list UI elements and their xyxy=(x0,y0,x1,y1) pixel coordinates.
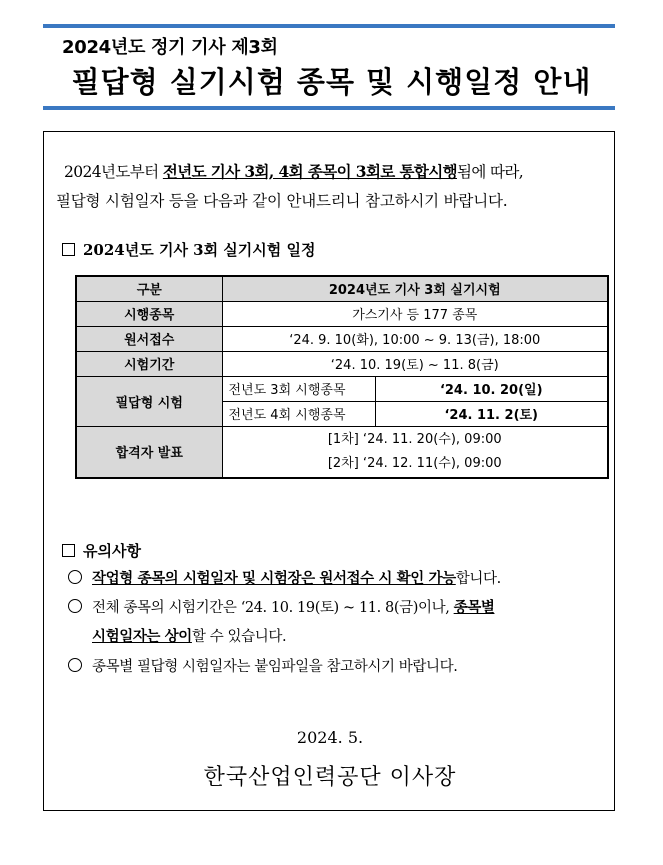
written-exam-sub2-label: 전년도 4회 시행종목 xyxy=(222,401,375,426)
schedule-table xyxy=(75,275,609,479)
table-header-category: 구분 xyxy=(76,276,222,301)
row-value-application: ‘24. 9. 10(화), 10:00 ~ 9. 13(금), 18:00 xyxy=(222,326,608,351)
row-label-written-exam: 필답형 시험 xyxy=(76,376,222,426)
row-value-result xyxy=(222,426,608,478)
row-label-items: 시행종목 xyxy=(76,301,222,326)
intro-text: 2024년도부터 xyxy=(64,163,163,181)
table-row xyxy=(76,301,608,326)
written-exam-sub1-date: ‘24. 10. 20(일) xyxy=(375,376,608,401)
notice-box xyxy=(43,131,615,811)
table-row xyxy=(76,351,608,376)
note-2-emphasis-2: 시험일자는 상이 xyxy=(92,628,192,645)
issuer-signature: 한국산업인력공단 이사장 xyxy=(203,765,457,790)
table-header-row xyxy=(76,276,608,301)
note-2 xyxy=(68,596,494,617)
circle-bullet-icon xyxy=(68,599,82,613)
section-notes-title: 유의사항 xyxy=(83,542,141,560)
note-2-emphasis: 종목별 xyxy=(453,599,495,616)
note-2-continued xyxy=(92,625,286,646)
note-3-text: 종목별 필답형 시험일자는 붙임파일을 참고하시기 바랍니다. xyxy=(92,659,458,675)
section-schedule-title: 2024년도 기사 3회 실기시험 일정 xyxy=(83,241,316,259)
section-schedule-heading xyxy=(62,239,315,260)
intro-line-2: 필답형 시험일자 등을 다음과 같이 안내드리니 참고하시기 바랍니다. xyxy=(56,192,508,210)
table-row xyxy=(76,376,608,401)
row-value-items: 가스기사 등 177 종목 xyxy=(222,301,608,326)
table-row xyxy=(76,426,608,478)
issue-date: 2024. 5. xyxy=(296,728,364,747)
note-3 xyxy=(68,655,457,676)
note-1-emphasis: 작업형 종목의 시험일자 및 시험장은 원서접수 시 확인 가능 xyxy=(92,570,456,587)
note-2-text-end: 할 수 있습니다. xyxy=(191,629,287,645)
circle-bullet-icon xyxy=(68,570,82,584)
page-subtitle: 2024년도 정기 기사 제3회 xyxy=(62,37,278,58)
note-1-text: 합니다. xyxy=(455,571,501,587)
top-rule xyxy=(43,24,615,28)
note-2-text: 전체 종목의 시험기간은 ‘24. 10. 19(토) ~ 11. 8(금)이나, xyxy=(92,600,454,616)
section-notes-heading xyxy=(62,540,141,561)
written-exam-sub1-label: 전년도 3회 시행종목 xyxy=(222,376,375,401)
row-label-result: 합격자 발표 xyxy=(76,426,222,478)
intro-emphasis: 전년도 기사 3회, 4회 종목이 3회로 통합시행 xyxy=(162,162,457,181)
result-line-2: [2차] ‘24. 12. 11(수), 09:00 xyxy=(327,455,502,471)
table-row xyxy=(76,326,608,351)
intro-text-end: 됨에 따라, xyxy=(456,163,524,181)
result-line-1: [1차] ‘24. 11. 20(수), 09:00 xyxy=(327,431,502,447)
square-bullet-icon xyxy=(62,243,75,256)
row-value-period: ‘24. 10. 19(토) ~ 11. 8(금) xyxy=(222,351,608,376)
square-bullet-icon xyxy=(62,544,75,557)
row-label-period: 시험기간 xyxy=(76,351,222,376)
bottom-rule xyxy=(43,106,615,110)
table-header-exam: 2024년도 기사 3회 실기시험 xyxy=(222,276,608,301)
intro-line-1 xyxy=(56,157,606,187)
intro-paragraph xyxy=(56,157,606,216)
note-1 xyxy=(68,567,501,588)
written-exam-sub2-date: ‘24. 11. 2(토) xyxy=(375,401,608,426)
page-title: 필답형 실기시험 종목 및 시행일정 안내 xyxy=(71,65,592,99)
circle-bullet-icon xyxy=(68,658,82,672)
row-label-application: 원서접수 xyxy=(76,326,222,351)
